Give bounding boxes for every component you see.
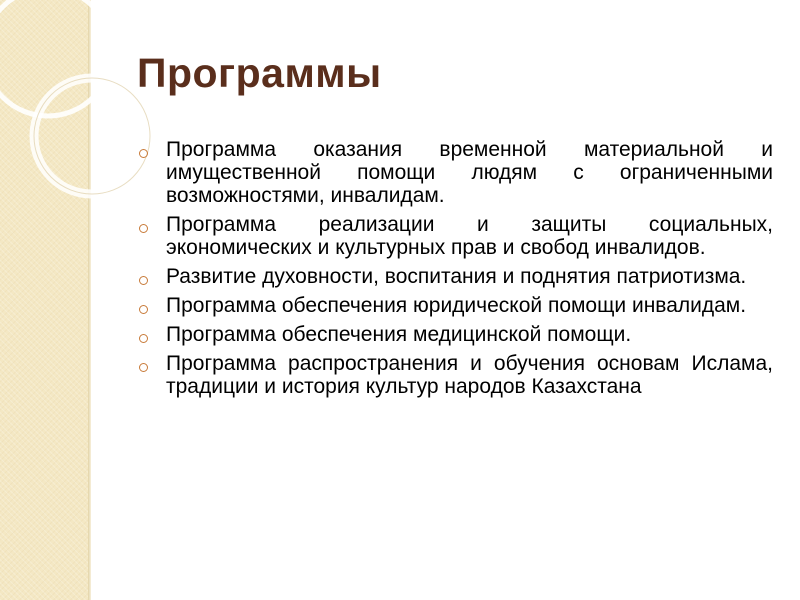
bullet-item (139, 294, 773, 317)
bullet-text: Программа реализации и защиты социальных, экономических и культурных прав и свобод инвалидов. (166, 213, 773, 259)
bullet-circle-icon (139, 149, 148, 158)
decorative-circles (0, 0, 160, 240)
bullet-text: Программа обеспечения юридической помощи инвалидам. (166, 294, 747, 317)
bullet-item (139, 138, 773, 207)
bullet-circle-icon (139, 276, 148, 285)
bullet-circle-icon (139, 224, 148, 233)
bullet-text: Развитие духовности, воспитания и поднятия патриотизма. (166, 265, 747, 288)
bullet-item (139, 213, 773, 259)
bullet-text: Программа обеспечения медицинской помощи. (166, 323, 632, 346)
slide-title: Программы (137, 50, 382, 96)
bullet-circle-icon (139, 334, 148, 343)
bullet-item (139, 323, 773, 346)
bullet-item (139, 352, 773, 398)
bullet-list (139, 138, 773, 404)
bullet-circle-icon (139, 305, 148, 314)
bullet-text: Программа распространения и обучения основам Ислама, традиции и история культур народов Казахстана (166, 352, 773, 398)
bullet-item (139, 265, 773, 288)
decor-circle-large (0, 0, 112, 116)
bullet-circle-icon (139, 363, 148, 372)
bullet-text: Программа оказания временной материальной и имущественной помощи людям с ограниченными возможностями, инвалидам. (166, 138, 773, 207)
